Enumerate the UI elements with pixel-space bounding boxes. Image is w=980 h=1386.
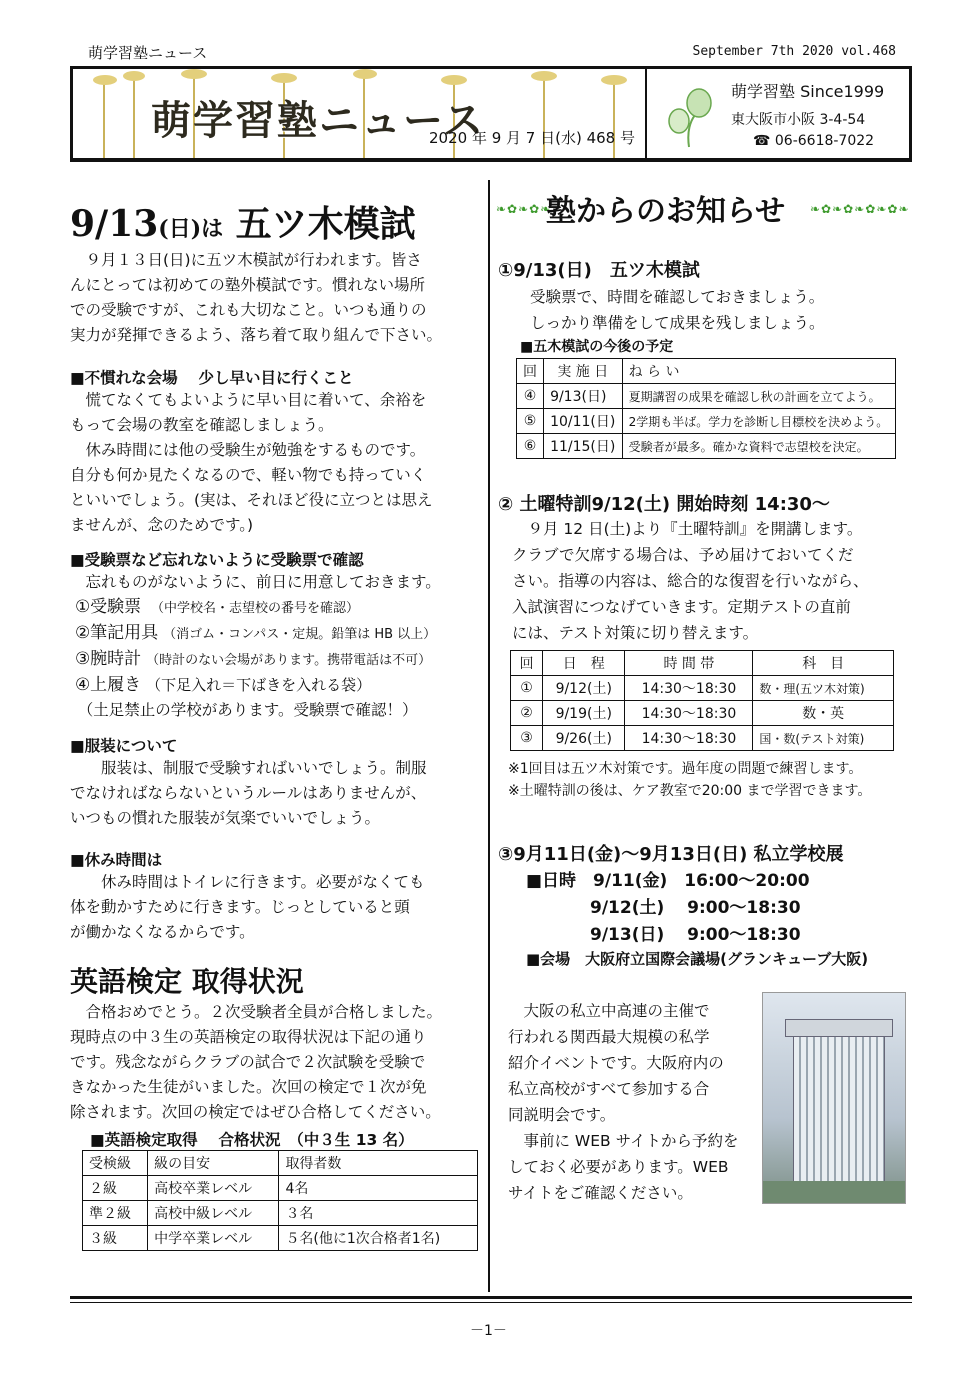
section-break-body: 休み時間はトイレに行きます。必要がなくても 体を動かすために行きます。じっとしていると頭 が働かなくなるからです。 <box>70 873 425 941</box>
notice3-body: 大阪の私立中高連の主催で 行われる関西最大規模の私学 紹介イベントです。大阪府内の 私立高校がすべて参加する合 同説明会です。 事前に WEB サイトから予約を しておく必要があります。WEB サイトをご確認ください。 <box>508 1002 739 1202</box>
notice2-title: ② 土曜特訓9/12(土) 開始時刻 14:30～ <box>498 494 830 515</box>
section-attire-body: 服装は、制服で受験すればいいでしょう。制服 でなければならないというルールはありませんが、 いつもの慣れた服装が気楽でいいでしょう。 <box>70 759 427 827</box>
table-header-row <box>83 1151 478 1176</box>
table-cell: 14:30～18:30 <box>625 726 753 751</box>
table-cell: 夏期講習の成果を確認し秋の計画を立てよう。 <box>622 384 895 409</box>
leaf-icon <box>665 87 717 149</box>
school-phone: ☎ 06-6618-7022 <box>753 133 875 149</box>
article-mock-exam-intro: ９月１３日(日)に五ツ木模試が行われます。皆さ んにとっては初めての塾外模試です。慣れない場所 での受験ですが、これも大切なこと。いつも通りの 実力が発揮できるよう、落ち着て取り組んで下さい。 <box>70 251 443 344</box>
table-cell: ③ <box>511 726 543 751</box>
eiken-table <box>82 1150 478 1251</box>
list-item: ③腕時計 （時計のない会場があります。携帯電話は不可） <box>74 649 432 669</box>
table-cell: ３名 <box>279 1201 478 1226</box>
list-item: ①受験票 （中学校名・志望校の番号を確認） <box>74 597 360 617</box>
table-cell: ５名(他に1次合格者1名) <box>279 1226 478 1251</box>
table-cell: ３級 <box>83 1226 148 1251</box>
table-row <box>511 726 894 751</box>
table-cell: ⑤ <box>517 409 544 434</box>
eiken-table-caption: ■英語検定取得 合格状況 （中３生 13 名） <box>90 1131 414 1149</box>
masthead-title: 萌学習塾ニュース <box>151 97 485 144</box>
table-cell: 受験者が最多。確かな資料で志望校を決定。 <box>622 434 895 459</box>
table-header: 受検級 <box>83 1151 148 1176</box>
table-header-row <box>517 359 896 384</box>
table-header: 科 目 <box>753 651 894 676</box>
masthead-date: 2020 年 9 月 7 日(水) 468 号 <box>429 129 635 147</box>
masthead <box>70 66 912 162</box>
table-row <box>511 676 894 701</box>
section-venue-body: 慌てなくてもよいように早い目に着いて、余裕を もって会場の教室を確認しましょう。 休み時間には他の受験生が勉強をするものです。 自分も何か見たくなるので、軽い物でも持っていく といいでしょう。(実は、それほど役に立つとは思え ませんが、念のためです。) <box>70 391 433 534</box>
table-row <box>517 434 896 459</box>
article-eiken-title: 英語検定 取得状況 <box>70 965 304 998</box>
masthead-banner <box>73 69 647 158</box>
article-mock-exam-title: 9/13(日)は 五ツ木模試 <box>70 203 416 245</box>
table-cell: 国・数(テスト対策) <box>753 726 894 751</box>
table-row <box>83 1226 478 1251</box>
table-row <box>83 1201 478 1226</box>
table-cell: 9/13(日) <box>544 384 623 409</box>
school-info <box>647 69 909 158</box>
table-row <box>511 701 894 726</box>
school-address: 東大阪市小阪 3-4-54 <box>731 112 866 128</box>
page-number: －1－ <box>470 1323 507 1339</box>
table-header-row <box>511 651 894 676</box>
table-cell: ② <box>511 701 543 726</box>
table-cell: 数・理(五ツ木対策) <box>753 676 894 701</box>
table-cell: 高校中級レベル <box>148 1201 279 1226</box>
list-item: ④上履き （下足入れ＝下ばきを入れる袋） <box>74 675 372 695</box>
section-checklist-title: ■受験票など忘れないように受験票で確認 <box>70 551 364 569</box>
table-cell: 2学期も半ば。学力を診断し目標校を決めよう。 <box>622 409 895 434</box>
ivy-decoration-left: ❧✿❧✿❧ <box>496 202 552 216</box>
table-cell: 高校卒業レベル <box>148 1176 279 1201</box>
table-cell: 数・英 <box>753 701 894 726</box>
table-cell: 11/15(日) <box>544 434 623 459</box>
table-cell: 9/19(土) <box>543 701 625 726</box>
convention-center-photo <box>762 992 906 1204</box>
notice3-title: ③9月11日(金)～9月13日(日) 私立学校展 <box>498 844 844 865</box>
newsletter-name: 萌学習塾ニュース <box>88 44 208 62</box>
table-cell: 14:30～18:30 <box>625 701 753 726</box>
table-header: 日 程 <box>543 651 625 676</box>
notice1-body: 受験票で、時間を確認しておきましょう。 しっかり準備をして成果を残しましょう。 <box>530 288 825 332</box>
notice1-title: ①9/13(日) 五ツ木模試 <box>498 260 700 281</box>
column-divider <box>488 180 490 1292</box>
notice3-venue: ■会場 大阪府立国際会議場(グランキューブ大阪) <box>526 950 869 968</box>
table-row <box>517 384 896 409</box>
table-header: 取得者数 <box>279 1151 478 1176</box>
section-attire-title: ■服装について <box>70 737 178 755</box>
footer-rule-thin <box>70 1302 912 1303</box>
issue-date: September 7th 2020 vol.468 <box>692 44 896 59</box>
table-cell: ① <box>511 676 543 701</box>
ivy-decoration-right: ❧✿❧✿❧✿❧✿❧ <box>810 202 910 216</box>
table-cell: 中学卒業レベル <box>148 1226 279 1251</box>
notice1-table-caption: ■五木模試の今後の予定 <box>520 339 674 355</box>
table-cell: ⑥ <box>517 434 544 459</box>
notice-header <box>492 186 940 230</box>
section-break-title: ■休み時間は <box>70 851 163 869</box>
list-item: ②筆記用具 （消ゴム・コンパス・定規。鉛筆は HB 以上） <box>74 623 437 643</box>
table-cell: 9/26(土) <box>543 726 625 751</box>
notice2-body: ９月 12 日(土)より『土曜特訓』を開講します。 クラブで欠席する場合は、予め届けておいてくだ さい。指導の内容は、総合的な復習を行いながら、 入試演習につなげていきます。定期テストの直前 には、テスト対策に切り替えます。 <box>512 520 869 642</box>
article-eiken-body: 合格おめでとう。２次受験者全員が合格しました。 現時点の中３生の英語検定の取得状況は下記の通り です。残念ながらクラブの試合で２次試験を受験で きなかった生徒がいました。次回の検定で１次が免 除されます。次回の検定ではぜひ合格してください。 <box>70 1003 443 1121</box>
table-header: 回 <box>511 651 543 676</box>
saturday-class-table <box>510 650 894 751</box>
table-header: 実 施 日 <box>544 359 623 384</box>
table-cell: ２級 <box>83 1176 148 1201</box>
section-venue-title: ■不慣れな会場 少し早い目に行くこと <box>70 369 354 387</box>
notice-title: 塾からのお知らせ <box>546 194 786 229</box>
table-row <box>517 409 896 434</box>
footer-rule <box>70 1296 912 1299</box>
table-cell: 9/12(土) <box>543 676 625 701</box>
table-cell: 準２級 <box>83 1201 148 1226</box>
mock-exam-schedule-table <box>516 358 896 459</box>
table-cell: 10/11(日) <box>544 409 623 434</box>
section-checklist-body: 忘れものがないように、前日に用意しておきます。 ①受験票 （中学校名・志望校の番号を確認） ②筆記用具 （消ゴム・コンパス・定規。鉛筆は HB 以上） ③腕時計 （時計のない会場があります。携帯電話は不可） ④上履き （下足入れ＝下ばきを入れる袋） （土足禁止の学校があります。受験票で確認！） <box>70 570 482 723</box>
table-header: 級の目安 <box>148 1151 279 1176</box>
table-cell: ④ <box>517 384 544 409</box>
table-cell: 4名 <box>279 1176 478 1201</box>
notice3-schedule: ■日時 9/11(金) 16:00～20:00 9/12(土) 9:00～18:30 9/13(日) 9:00～18:30 <box>526 871 810 945</box>
table-row <box>83 1176 478 1201</box>
table-header: 時 間 帯 <box>625 651 753 676</box>
notice2-notes: ※1回目は五ツ木対策です。過年度の問題で練習します。 ※土曜特訓の後は、ケア教室で20:00 まで学習できます。 <box>508 761 872 799</box>
table-header: ね ら い <box>622 359 895 384</box>
school-name: 萌学習塾 Since1999 <box>731 82 885 101</box>
table-cell: 14:30～18:30 <box>625 676 753 701</box>
table-header: 回 <box>517 359 544 384</box>
